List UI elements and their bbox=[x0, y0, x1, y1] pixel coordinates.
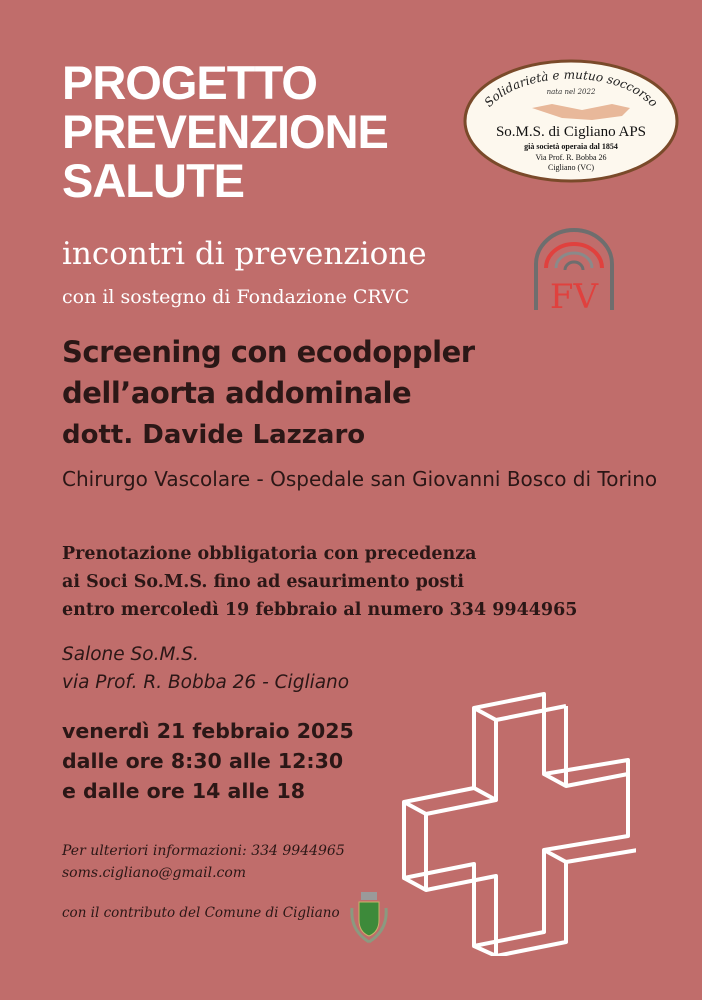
logo-name: So.M.S. di Cigliano APS bbox=[495, 124, 647, 140]
title-line: PROGETTO bbox=[62, 56, 317, 109]
logo-arc-text: Solidarietà e mutuo soccorso bbox=[481, 67, 661, 110]
venue bbox=[62, 641, 349, 697]
logo-line: Cigliano (VC) bbox=[548, 163, 594, 172]
booking-info bbox=[62, 540, 577, 624]
schedule-line: dalle ore 8:30 alle 12:30 bbox=[62, 749, 344, 773]
contact-info bbox=[62, 840, 345, 884]
schedule-line: venerdì 21 febbraio 2025 bbox=[62, 719, 354, 743]
schedule-line: e dalle ore 14 alle 18 bbox=[62, 779, 305, 803]
cigliano-coat-of-arms-icon bbox=[348, 890, 390, 950]
info-phone: Per ulteriori informazioni: 334 9944965 bbox=[62, 843, 345, 859]
topic-line: Screening con ecodoppler bbox=[62, 335, 475, 369]
subtitle: incontri di prevenzione bbox=[62, 236, 427, 272]
logo-nata: nata nel 2022 bbox=[546, 88, 596, 96]
soms-logo bbox=[462, 58, 680, 184]
booking-line: entro mercoledì 19 febbraio al numero 334 9944965 bbox=[62, 600, 578, 620]
logo-line: già società operaia dal 1854 bbox=[524, 142, 618, 151]
title-line: PREVENZIONE bbox=[62, 105, 388, 158]
medical-cross-icon bbox=[396, 686, 636, 960]
doctor-role: Chirurgo Vascolare - Ospedale san Giovanni Bosco di Torino bbox=[62, 467, 658, 491]
schedule bbox=[62, 716, 354, 806]
venue-line: via Prof. R. Bobba 26 - Cigliano bbox=[62, 672, 350, 693]
topic-line: dell’aorta addominale bbox=[62, 376, 412, 410]
booking-line: Prenotazione obbligatoria con precedenza bbox=[62, 544, 477, 564]
booking-line: ai Soci So.M.S. fino ad esaurimento posti bbox=[62, 572, 465, 592]
contribution-note: con il contributo del Comune di Cigliano bbox=[62, 905, 340, 921]
logo-line: Via Prof. R. Bobba 26 bbox=[535, 153, 607, 162]
info-email[interactable]: soms.cigliano@gmail.com bbox=[62, 865, 247, 881]
poster-title bbox=[62, 58, 388, 205]
topic-heading bbox=[62, 332, 475, 414]
doctor-name: dott. Davide Lazzaro bbox=[62, 420, 366, 450]
venue-line: Salone So.M.S. bbox=[62, 644, 199, 665]
fondazione-logo bbox=[532, 228, 616, 312]
fv-logo-text: FV bbox=[549, 277, 599, 312]
sponsor-line: con il sostegno di Fondazione CRVC bbox=[62, 286, 410, 308]
title-line: SALUTE bbox=[62, 154, 244, 207]
